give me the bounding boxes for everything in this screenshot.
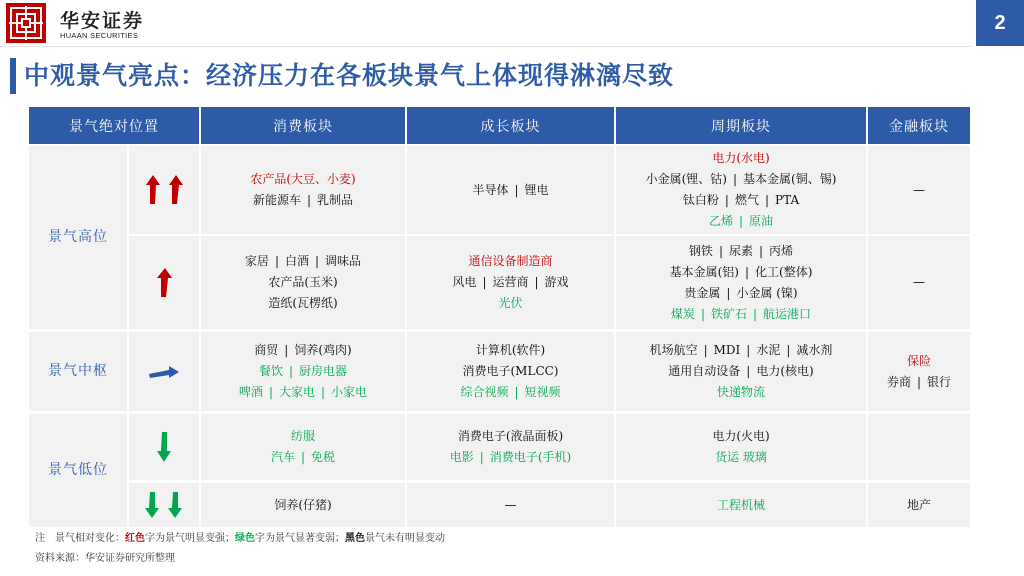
title-accent-bar (10, 58, 16, 94)
cell-r2-growth (407, 236, 614, 329)
cell-line (650, 340, 833, 361)
sector-item: 小家电 (331, 385, 368, 399)
sector-item: 商贸 (254, 343, 279, 357)
item-separator: | (268, 385, 273, 399)
cell-line (458, 426, 563, 447)
item-separator: | (753, 306, 758, 321)
sector-item: 小金属(锂、钴) (645, 172, 727, 186)
cell-line (671, 304, 811, 325)
cell-line (717, 495, 765, 516)
sector-item: 综合视频 (460, 385, 509, 399)
down-arrow-icon (152, 430, 176, 464)
cell-line (254, 340, 351, 361)
cell-line (717, 382, 765, 403)
item-separator: | (703, 343, 708, 357)
sector-item: 风电 (452, 275, 477, 289)
cell-line (274, 495, 331, 516)
logo-english-name: HUAAN SECURITIES (60, 31, 139, 40)
header-position: 景气绝对位置 (29, 107, 199, 144)
sector-item: 尿素 (728, 243, 753, 258)
sector-item: 原油 (749, 214, 774, 228)
item-separator: | (315, 254, 320, 268)
sector-item: 光伏 (498, 296, 523, 310)
cell-r5-finance (868, 483, 970, 527)
double-down-arrow-icon (139, 490, 189, 520)
sector-item: 基本金属(铜、锡) (743, 172, 837, 186)
header-finance: 金融板块 (868, 107, 970, 144)
footnote-red-desc: 字为景气明显变强； (145, 533, 235, 544)
cell-r4-finance (868, 414, 970, 480)
cell-line (250, 169, 355, 190)
cell-r2-cycle (616, 236, 866, 329)
sector-item: 饲养(仔猪) (274, 497, 332, 512)
cell-line (271, 447, 335, 468)
cell-line (913, 180, 925, 201)
item-separator: | (321, 385, 326, 399)
footnote-green-desc: 字为景气显著变弱； (255, 533, 345, 544)
sector-item: 快递物流 (716, 385, 765, 399)
sector-item: 小金属 (镍) (736, 285, 798, 300)
cell-line (907, 351, 931, 372)
sector-item: 货运 (715, 450, 740, 464)
sector-item: MDI (713, 343, 741, 357)
cell-r3-cycle (616, 332, 866, 411)
item-separator: | (482, 275, 487, 289)
cell-r1-finance (868, 146, 970, 234)
sector-item: 电力(水电) (712, 151, 770, 165)
cell-line (715, 447, 767, 468)
sector-item: 燃气 (734, 193, 759, 207)
item-separator: | (300, 450, 306, 464)
sector-item: 基本金属(铝) (669, 264, 739, 279)
sector-item: 啤酒 (238, 385, 263, 399)
cell-r4-growth (407, 414, 614, 480)
row-label-high: 景气高位 (29, 146, 127, 329)
sector-item: 电力(核电) (756, 364, 814, 378)
sector-item: 航运港口 (763, 306, 812, 321)
source-note: 资料来源：华安证券研究所整理 (35, 553, 175, 564)
item-separator: | (274, 254, 279, 268)
footnote-black-word: 黑色 (345, 533, 365, 544)
sector-item: 银行 (927, 374, 952, 389)
footnote-black-desc: 景气未有明显变动 (365, 533, 445, 544)
sector-item: 锂电 (524, 182, 549, 197)
sector-item: 餐饮 (258, 364, 283, 378)
sector-item: 计算机(软件) (475, 343, 546, 357)
sector-item: 免税 (311, 450, 336, 464)
footnote-red-word: 红色 (125, 533, 145, 544)
header-divider (0, 46, 972, 47)
sector-item: 乳制品 (317, 193, 354, 207)
item-separator: | (534, 275, 539, 289)
cell-line (268, 293, 337, 314)
cell-r3-growth (407, 332, 614, 411)
item-separator: | (514, 385, 519, 399)
sector-item: 乙烯 (708, 214, 733, 228)
arrow-cell-r5 (129, 483, 199, 527)
sector-item: 贵金属 (684, 285, 721, 300)
cell-line (239, 382, 367, 403)
item-separator: | (759, 243, 764, 258)
cell-line (268, 272, 337, 293)
cell-line (472, 180, 548, 201)
item-separator: | (746, 364, 751, 378)
cell-line (684, 283, 797, 304)
sector-item: 农产品(玉米) (268, 275, 338, 289)
item-separator: | (700, 306, 705, 321)
item-separator: | (479, 450, 484, 464)
cell-line (452, 272, 568, 293)
cell-line (712, 426, 769, 447)
cell-line (291, 426, 315, 447)
cell-r1-growth (407, 146, 614, 234)
sector-item: 大家电 (278, 385, 315, 399)
sector-item: 电力(火电) (712, 429, 770, 443)
sector-item: 地产 (906, 497, 931, 512)
cell-r1-cycle (616, 146, 866, 234)
sector-item: PTA (775, 193, 800, 207)
sector-item: 铁矿石 (710, 306, 747, 321)
page-title: 中观景气亮点：经济压力在各板块景气上体现得淋漓尽致 (24, 61, 675, 90)
sector-item: 家居 (244, 254, 269, 268)
sector-item: 玻璃 (742, 450, 767, 464)
sector-item: 消费电子(液晶面板) (457, 429, 564, 443)
sector-item: 减水剂 (796, 343, 833, 357)
cell-line (913, 272, 925, 293)
cell-r3-finance (868, 332, 970, 411)
sector-item: 调味品 (325, 254, 362, 268)
sector-item: 游戏 (544, 275, 569, 289)
header-growth: 成长板块 (407, 107, 614, 144)
cell-r2-finance (868, 236, 970, 329)
sector-item: 保险 (906, 353, 931, 368)
sector-item: — (913, 275, 925, 289)
item-separator: | (746, 343, 751, 357)
item-separator: | (718, 243, 723, 258)
cell-line (476, 340, 545, 361)
arrow-cell-r4 (129, 414, 199, 480)
cell-line (709, 211, 773, 232)
item-separator: | (726, 285, 731, 300)
sector-item: 半导体 (472, 182, 509, 197)
cell-r4-cycle (616, 414, 866, 480)
cell-line (670, 262, 813, 283)
item-separator: | (916, 374, 922, 389)
cell-line (245, 251, 361, 272)
arrow-cell-r3 (129, 332, 199, 411)
sector-item: 煤炭 (670, 306, 695, 321)
sector-item: 化工(整体) (755, 264, 813, 279)
sector-item: 钛白粉 (682, 193, 719, 207)
cell-line (450, 447, 571, 468)
sector-item: 券商 (886, 374, 911, 389)
row-label-mid: 景气中枢 (29, 332, 127, 411)
sector-item: 水泥 (756, 343, 781, 357)
cell-line (683, 190, 799, 211)
sector-item: 消费电子(MLCC) (462, 364, 559, 378)
legend-footnote (35, 529, 445, 544)
cell-line (689, 241, 793, 262)
item-separator: | (724, 193, 729, 207)
page-number: 2 (976, 0, 1024, 46)
cell-r5-growth (407, 483, 614, 527)
sector-item: 电影 (449, 450, 474, 464)
sector-item: 钢铁 (688, 243, 713, 258)
right-arrow-icon (147, 362, 181, 382)
header-cycle: 周期板块 (616, 107, 866, 144)
item-separator: | (514, 182, 519, 197)
logo-chinese-name: 华安证券 (60, 10, 145, 32)
cell-r2-consumer (201, 236, 405, 329)
item-separator: | (786, 343, 791, 357)
double-up-arrow-icon (139, 173, 189, 207)
sector-item: 运营商 (492, 275, 529, 289)
sector-item: 饲养(鸡肉) (294, 343, 352, 357)
sector-item: 纺服 (290, 429, 315, 443)
cell-line (253, 190, 353, 211)
cell-line (505, 495, 517, 516)
sector-item: 白酒 (284, 254, 309, 268)
sector-item: 工程机械 (716, 497, 765, 512)
cell-line (887, 372, 951, 393)
sector-item: 汽车 (270, 450, 295, 464)
cell-line (460, 382, 560, 403)
item-separator: | (744, 264, 750, 279)
sector-item: 农产品(大豆、小麦) (250, 172, 356, 186)
sector-item: — (913, 182, 925, 197)
header-consumer: 消费板块 (201, 107, 405, 144)
sector-item: 通用自动设备 (668, 364, 741, 378)
item-separator: | (764, 193, 770, 207)
item-separator: | (288, 364, 294, 378)
sector-item: 厨房电器 (299, 364, 348, 378)
arrow-cell-r1 (129, 146, 199, 234)
item-separator: | (284, 343, 289, 357)
cell-r3-consumer (201, 332, 405, 411)
item-separator: | (732, 172, 738, 186)
footnote-green-word: 绿色 (235, 533, 255, 544)
company-logo (6, 3, 46, 43)
sector-item: 新能源车 (252, 193, 301, 207)
sector-item: 造纸(瓦楞纸) (268, 296, 338, 310)
cell-r5-cycle (616, 483, 866, 527)
item-separator: | (738, 214, 744, 228)
cell-r5-consumer (201, 483, 405, 527)
cell-r1-consumer (201, 146, 405, 234)
sector-item: — (504, 497, 517, 512)
item-separator: | (306, 193, 312, 207)
cell-line (498, 293, 522, 314)
cell-r4-consumer (201, 414, 405, 480)
cell-line (668, 361, 813, 382)
footnote-prefix: 注 景气相对变化： (35, 533, 125, 544)
logo-mark-icon (6, 3, 46, 43)
cell-line (259, 361, 347, 382)
cell-line (712, 148, 769, 169)
sector-item: 消费电子(手机) (489, 450, 572, 464)
sector-item: 通信设备制造商 (468, 254, 553, 268)
cell-line (907, 495, 931, 516)
sector-item: 短视频 (524, 385, 561, 399)
sector-item: 丙烯 (769, 243, 794, 258)
row-label-low: 景气低位 (29, 414, 127, 527)
up-arrow-icon (152, 266, 176, 300)
cell-line (646, 169, 837, 190)
arrow-cell-r2 (129, 236, 199, 329)
sector-item: 机场航空 (649, 343, 698, 357)
cell-line (463, 361, 559, 382)
cell-line (468, 251, 552, 272)
